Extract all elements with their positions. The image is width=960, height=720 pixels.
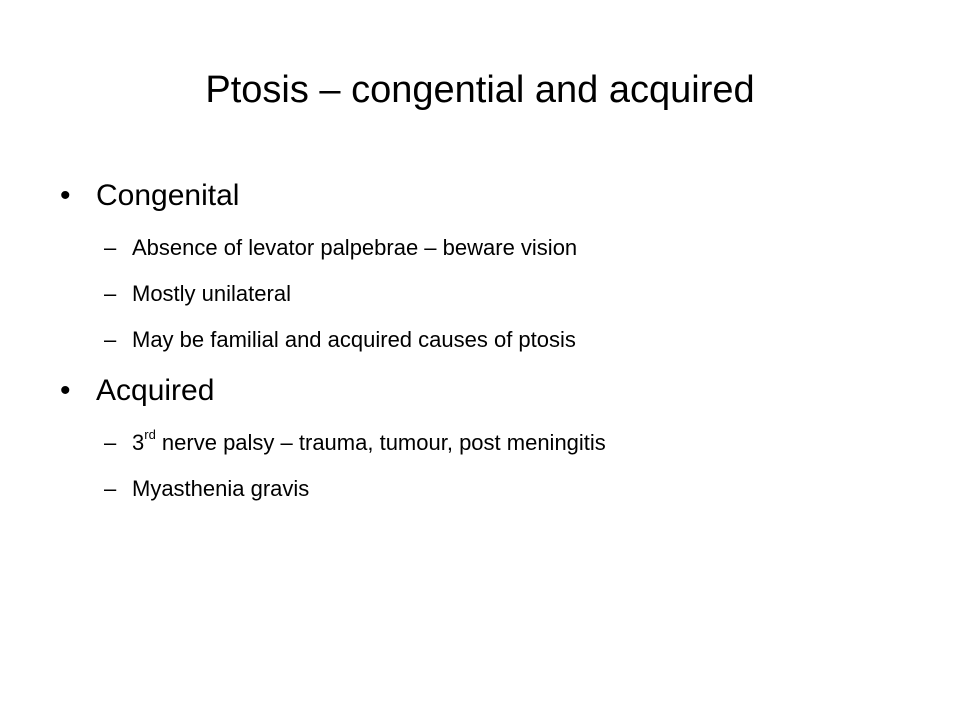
bullet-marker: • [60,179,71,212]
ordinal-superscript: rd [144,426,156,442]
bullet-acquired [60,371,214,411]
slide-title: Ptosis – congential and acquired [205,69,755,111]
sub-marker: – [104,476,117,501]
bullet-marker: • [60,374,71,407]
bullet-congenital [60,176,239,216]
sub-item [104,233,577,263]
sub-marker: – [104,281,117,306]
sub-marker: – [104,327,117,352]
sub-item [104,325,576,355]
bullet-label: Congenital [96,179,240,212]
sub-marker: – [104,430,117,455]
sub-item-text: Mostly unilateral [132,281,291,306]
bullet-label: Acquired [96,374,215,407]
sub-item [104,428,606,458]
sub-item [104,474,309,504]
sub-item-prefix: 3 [132,430,145,455]
sub-item [104,279,291,309]
sub-marker: – [104,235,117,260]
sub-item-text: Absence of levator palpebrae – beware vision [132,235,578,260]
sub-item-text: Myasthenia gravis [132,476,310,501]
sub-item-text: May be familial and acquired causes of ptosis [132,327,576,352]
sub-item-text: nerve palsy – trauma, tumour, post meningitis [155,430,606,455]
